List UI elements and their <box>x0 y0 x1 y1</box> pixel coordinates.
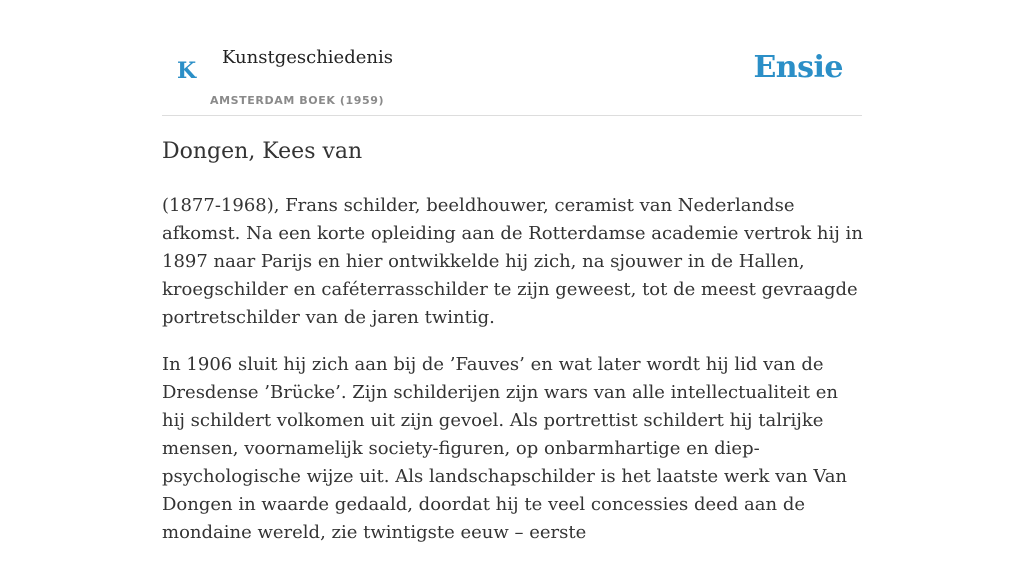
ensie-logo[interactable]: Ensie <box>753 50 843 85</box>
article-paragraph: (1877-1968), Frans schilder, beeldhouwer, ceramist van Nederlandse afkomst. Na een korte opleiding aan de Rotterdamse academie vertrok hij in 1897 naar Parijs en hier ontwikkelde hij zich, na sjouwer in de Hallen, kroegschilder en caféterrasschilder te zijn geweest, tot de meest gevraagde portretschilder van de jaren twintig. <box>162 195 863 328</box>
article-body <box>162 192 864 566</box>
article-header <box>162 40 862 116</box>
category-name[interactable]: Kunstgeschiedenis <box>222 47 393 68</box>
category-initial-link[interactable]: K <box>177 58 197 84</box>
source-label: AMSTERDAM BOEK (1959) <box>210 94 385 107</box>
article-title: Dongen, Kees van <box>162 139 363 164</box>
article-paragraph: In 1906 sluit hij zich aan bij de ’Fauves’ en wat later wordt hij lid van de Dresdense ’Brücke’. Zijn schilderijen zijn wars van alle intellectualiteit en hij schildert volkomen uit zijn gevoel. Als portrettist schildert hij talrijke mensen, voornamelijk society-figuren, op onbarmhartige en diep-psychologische wijze uit. Als landschapschilder is het laatste werk van Van Dongen in waarde gedaald, doordat hij te veel concessies deed aan de mondaine wereld, zie twintigste eeuw – eerste <box>162 354 848 543</box>
